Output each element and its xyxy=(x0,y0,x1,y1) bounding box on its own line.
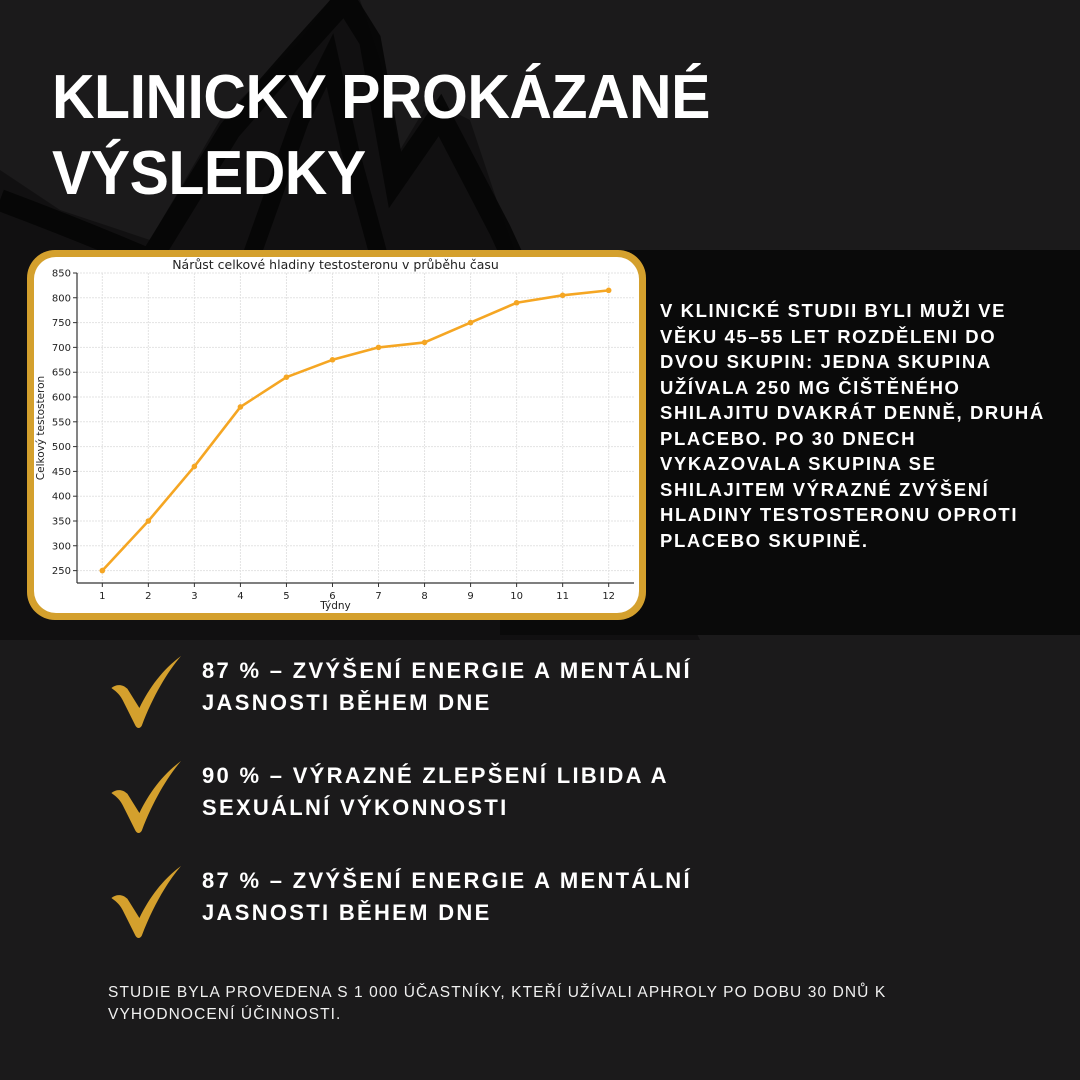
data-point xyxy=(146,518,152,524)
y-tick-label: 450 xyxy=(51,466,71,478)
y-tick-label: 350 xyxy=(51,516,71,528)
data-point xyxy=(192,464,198,470)
y-tick-label: 850 xyxy=(51,268,71,280)
page-title xyxy=(52,60,710,212)
page-title-line-1: KLINICKY PROKÁZANÉ xyxy=(52,63,710,132)
line-chart-svg xyxy=(34,257,639,613)
data-point xyxy=(422,340,428,346)
y-tick-label: 650 xyxy=(51,367,71,379)
y-tick-label: 550 xyxy=(51,417,71,429)
data-point xyxy=(100,568,106,574)
benefit-text: 87 % – ZVÝŠENÍ ENERGIE A MENTÁLNÍ JASNOSTI BĚHEM DNE xyxy=(202,868,692,925)
y-tick-label: 600 xyxy=(51,392,71,404)
data-point xyxy=(238,404,244,410)
chart-frame xyxy=(27,250,646,620)
benefit-text: 90 % – VÝRAZNÉ ZLEPŠENÍ LIBIDA A SEXUÁLNÍ VÝKONNOSTI xyxy=(202,763,669,820)
x-tick-label: 3 xyxy=(191,591,198,602)
benefit-item xyxy=(105,862,805,967)
data-point xyxy=(376,345,382,351)
x-tick-label: 9 xyxy=(467,591,474,602)
data-point xyxy=(514,300,520,306)
x-tick-label: 1 xyxy=(99,591,106,602)
page-title-line-2: VÝSLEDKY xyxy=(52,139,366,208)
y-tick-label: 750 xyxy=(51,318,71,330)
y-tick-label: 800 xyxy=(51,293,71,305)
checkmark-icon xyxy=(105,652,185,732)
y-tick-label: 250 xyxy=(51,566,71,578)
x-tick-label: 10 xyxy=(510,591,523,602)
data-point xyxy=(284,374,290,380)
benefit-text: 87 % – ZVÝŠENÍ ENERGIE A MENTÁLNÍ JASNOSTI BĚHEM DNE xyxy=(202,658,692,715)
study-description: V KLINICKÉ STUDII BYLI MUŽI VE VĚKU 45–55 LET ROZDĚLENI DO DVOU SKUPIN: JEDNA SKUPINA UŽÍVALA 250 MG ČIŠTĚNÉHO SHILAJITU DVAKRÁT DENNĚ, DRUHÁ PLACEBO. PO 30 DNECH VYKAZOVALA SKUPINA SE SHILAJITEM VÝRAZNÉ ZVÝŠENÍ HLADINY TESTOSTERONU OPROTI PLACEBO SKUPINĚ. xyxy=(660,300,1045,551)
x-tick-label: 7 xyxy=(375,591,382,602)
y-tick-label: 700 xyxy=(51,342,71,354)
study-footnote: STUDIE BYLA PROVEDENA S 1 000 ÚČASTNÍKY, KTEŘÍ UŽÍVALI APHROLY PO DOBU 30 DNŮ K VYHODNOCENÍ ÚČINNOSTI. xyxy=(108,984,887,1023)
y-axis-label: Celkový testosteron xyxy=(35,375,47,481)
benefit-item xyxy=(105,757,805,862)
y-tick-label: 400 xyxy=(51,491,71,503)
y-tick-label: 500 xyxy=(51,442,71,454)
checkmark-icon xyxy=(105,757,185,837)
benefits-list xyxy=(105,652,805,967)
x-tick-label: 4 xyxy=(237,591,244,602)
data-point xyxy=(606,288,612,294)
benefit-item xyxy=(105,652,805,757)
chart-title: Nárůst celkové hladiny testosteronu v průběhu času xyxy=(172,257,499,272)
x-tick-label: 2 xyxy=(145,591,152,602)
x-tick-label: 6 xyxy=(329,591,336,602)
checkmark-icon xyxy=(105,862,185,942)
x-tick-label: 8 xyxy=(421,591,428,602)
data-point xyxy=(468,320,474,326)
x-axis-label: Týdny xyxy=(320,600,351,612)
testosterone-chart xyxy=(34,257,639,613)
data-line xyxy=(102,290,608,570)
x-tick-label: 12 xyxy=(602,591,616,602)
data-point xyxy=(330,357,336,363)
x-tick-label: 11 xyxy=(556,591,570,602)
x-tick-label: 5 xyxy=(283,591,290,602)
data-point xyxy=(560,293,566,299)
y-tick-label: 300 xyxy=(51,541,71,553)
